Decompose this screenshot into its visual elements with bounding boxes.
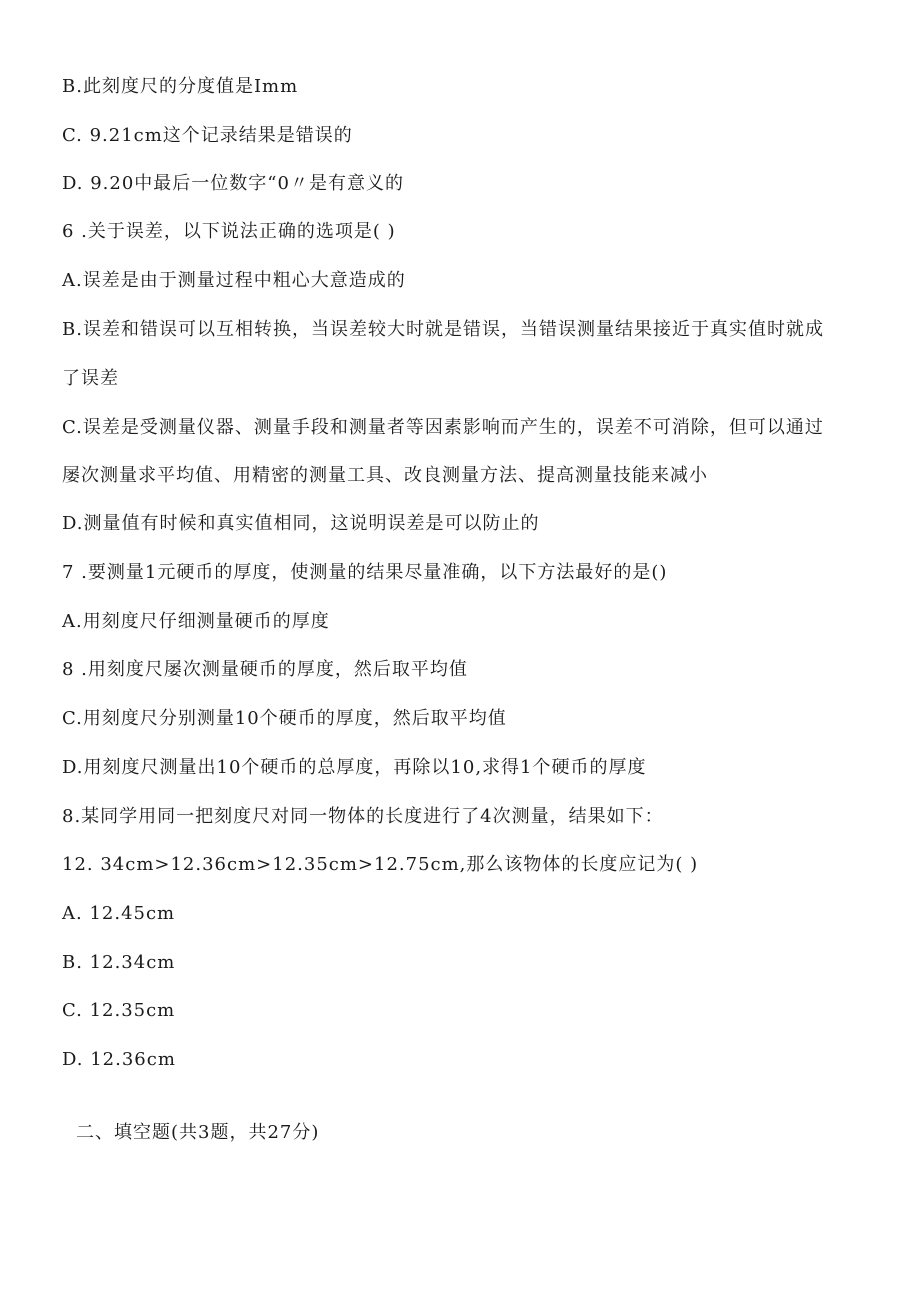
question-8-continued: 12. 34cm>12.36cm>12.35cm>12.75cm,那么该物体的长度应记为( ) <box>62 854 699 875</box>
option-b-line: B.此刻度尺的分度值是Imm <box>62 76 299 97</box>
option-c-line: C. 9.21cm这个记录结果是错误的 <box>62 125 353 146</box>
question-7: 7 .要测量1元硬币的厚度，使测量的结果尽量准确，以下方法最好的是() <box>62 562 668 583</box>
q7-option-c: C.用刻度尺分别测量10个硬币的厚度，然后取平均值 <box>62 708 507 729</box>
question-6: 6 .关于误差，以下说法正确的选项是( ) <box>62 221 396 242</box>
q6-option-b: B.误差和错误可以互相转换，当误差较大时就是错误，当错误测量结果接近于真实值时就成 <box>62 319 824 340</box>
q6-option-a: A.误差是由于测量过程中粗心大意造成的 <box>62 270 406 291</box>
section-heading: 二、填空题(共3题，共27分) <box>76 1122 320 1143</box>
q6-option-c: C.误差是受测量仪器、测量手段和测量者等因素影响而产生的，误差不可消除，但可以通过 <box>62 417 824 438</box>
q8-option-c: C. 12.35cm <box>62 1000 176 1021</box>
q8-option-b: B. 12.34cm <box>62 952 176 973</box>
q8-option-a: A. 12.45cm <box>62 903 176 924</box>
q7-option-b: 8 .用刻度尺屡次测量硬币的厚度，然后取平均值 <box>62 659 468 680</box>
q6-option-c-continued: 屡次测量求平均值、用精密的测量工具、改良测量方法、提高测量技能来减小 <box>62 465 708 486</box>
q8-option-d: D. 12.36cm <box>62 1049 176 1070</box>
question-8: 8.某同学用同一把刻度尺对同一物体的长度进行了4次测量，结果如下： <box>62 806 664 827</box>
option-d-line: D. 9.20中最后一位数字“0〃是有意义的 <box>62 173 404 194</box>
q7-option-d: D.用刻度尺测量出10个硬币的总厚度，再除以10,求得1个硬币的厚度 <box>62 757 647 778</box>
q6-option-b-continued: 了误差 <box>62 368 119 389</box>
q6-option-d: D.测量值有时候和真实值相同，这说明误差是可以防止的 <box>62 513 540 534</box>
q7-option-a: A.用刻度尺仔细测量硬币的厚度 <box>62 611 330 632</box>
